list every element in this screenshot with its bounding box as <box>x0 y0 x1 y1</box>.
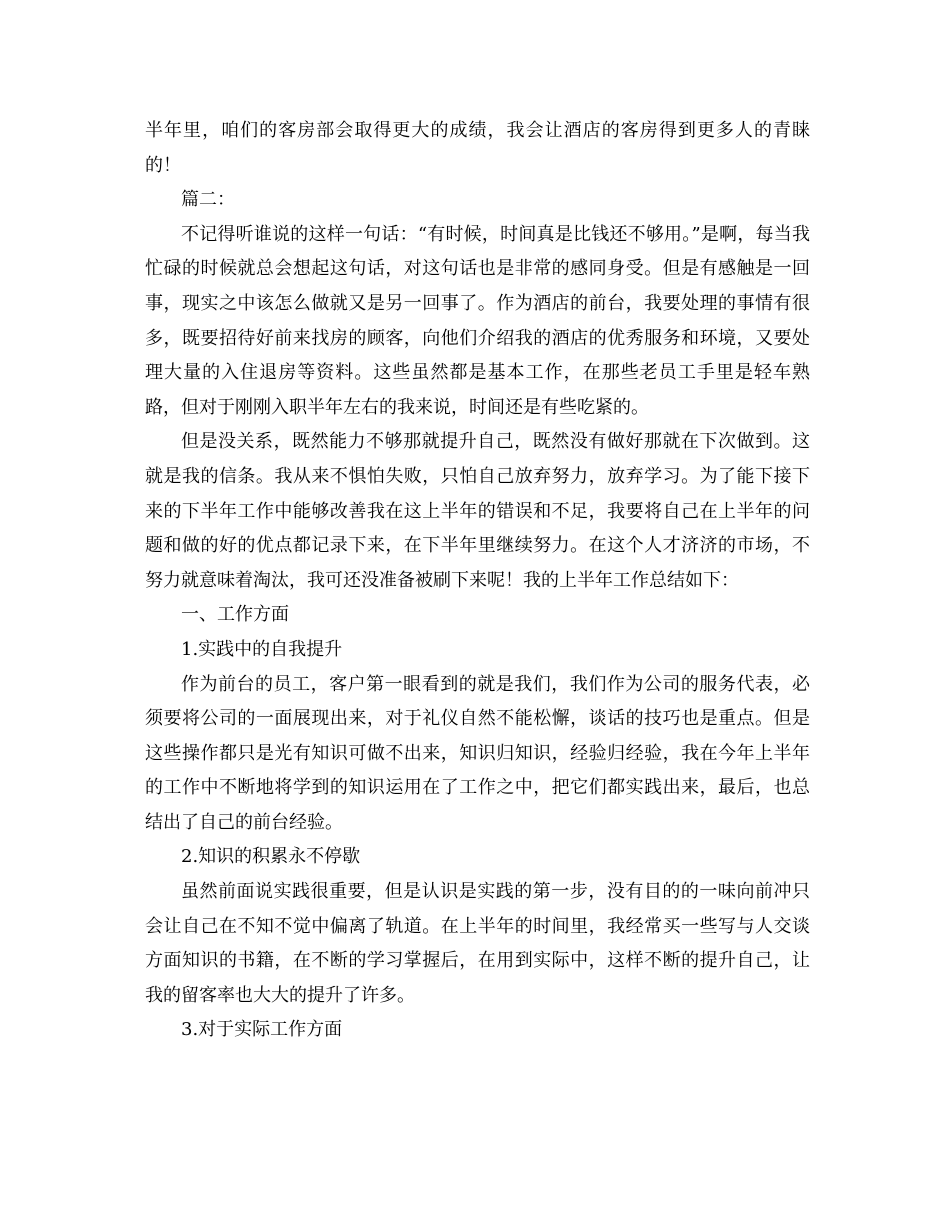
subheading-1: 1.实践中的自我提升 <box>181 638 343 660</box>
paragraph-1: 半年里，咱们的客房部会取得更大的成绩，我会让酒店的客房得到更多人的青睐的！ <box>145 120 810 176</box>
document-body <box>145 114 810 1048</box>
heading-work-aspects: 一、工作方面 <box>181 604 289 626</box>
paragraph-6: 虽然前面说实践很重要，但是认识是实践的第一步，没有目的的一味向前冲只会让自己在不知不觉中偏离了轨道。在上半年的时间里，我经常买一些写与人交谈方面知识的书籍，在不断的学习掌握后，在用到实际中，这样不断的提升自己，让我的留客率也大大的提升了许多。 <box>145 881 810 1006</box>
paragraph-2-section-heading: 篇二： <box>181 189 235 211</box>
paragraph-4: 但是没关系，既然能力不够那就提升自己，既然没有做好那就在下次做到。这就是我的信条。我从来不惧怕失败，只怕自己放弃努力，放弃学习。为了能下接下来的下半年工作中能够改善我在这上半年的错误和不足，我要将自己在上半年的问题和做的好的优点都记录下来，在下半年里继续努力。在这个人才济济的市场，不努力就意味着淘汰，我可还没准备被刷下来呢！我的上半年工作总结如下： <box>145 431 810 591</box>
subheading-3: 3.对于实际工作方面 <box>181 1019 343 1041</box>
paragraph-5: 作为前台的员工，客户第一眼看到的就是我们，我们作为公司的服务代表，必须要将公司的一面展现出来，对于礼仪自然不能松懈，谈话的技巧也是重点。但是这些操作都只是光有知识可做不出来，知识归知识，经验归经验，我在今年上半年的工作中不断地将学到的知识运用在了工作之中，把它们都实践出来，最后，也总结出了自己的前台经验。 <box>145 673 810 833</box>
subheading-2: 2.知识的积累永不停歇 <box>181 846 361 868</box>
paragraph-3: 不记得听谁说的这样一句话：“有时候，时间真是比钱还不够用。”是啊，每当我忙碌的时候就总会想起这句话，对这句话也是非常的感同身受。但是有感触是一回事，现实之中该怎么做就又是另一回事了。作为酒店的前台，我要处理的事情有很多，既要招待好前来找房的顾客，向他们介绍我的酒店的优秀服务和环境，又要处理大量的入住退房等资料。这些虽然都是基本工作，在那些老员工手里是轻车熟路，但对于刚刚入职半年左右的我来说，时间还是有些吃紧的。 <box>145 223 810 418</box>
